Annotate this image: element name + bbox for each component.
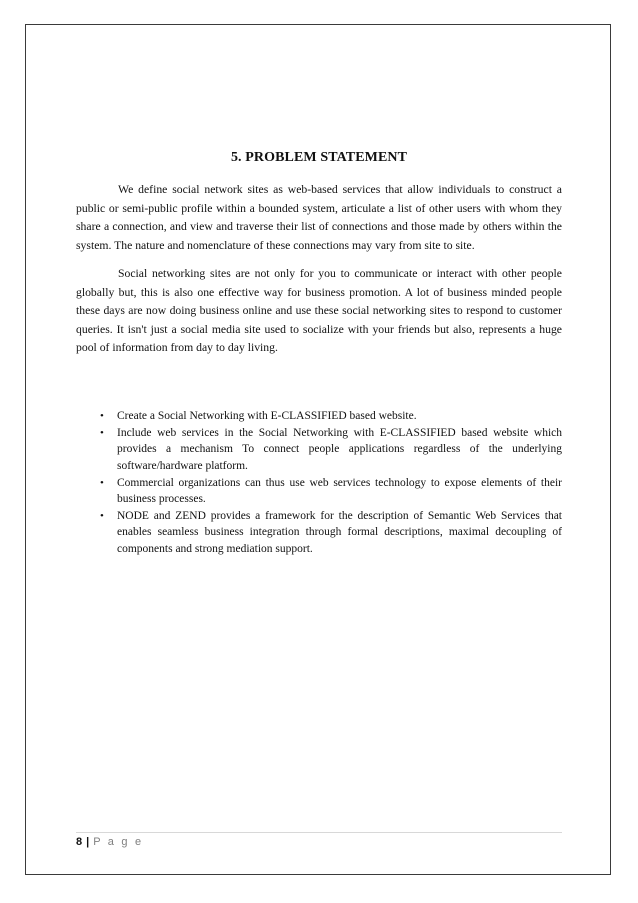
- bullet-icon: •: [100, 476, 104, 489]
- bullet-text: Include web services in the Social Networking with E-CLASSIFIED based website which provides a mechanism To connect people applications regardless of the underlying software/hardware platform.: [117, 427, 562, 472]
- bullet-item: [100, 508, 562, 557]
- paragraph-business: Social networking sites are not only for you to communicate or interact with other people globally but, this is also one effective way for business promotion. A lot of business minded people these days are now doing business online and use these social networking sites to respond to customer queries. It isn't just a social media site used to socialize with your friends but also, represents a huge pool of information from day to day living.: [76, 267, 562, 355]
- bullet-text: NODE and ZEND provides a framework for the description of Semantic Web Services that enables seamless business integration through formal descriptions, maximal decoupling of components and strong mediation support.: [117, 510, 562, 555]
- bullet-list: [100, 408, 562, 558]
- page-footer: [76, 836, 143, 848]
- paragraph-definition: We define social network sites as web-based services that allow individuals to construct a public or semi-public profile within a bounded system, articulate a list of other users with whom they share a connection, and view and traverse their list of connections and those made by others within the system. The nature and nomenclature of these connections may vary from site to site.: [76, 183, 562, 252]
- page-label: P a g e: [93, 836, 144, 848]
- bullet-icon: •: [100, 427, 104, 440]
- footer-separator: |: [86, 836, 90, 848]
- bullet-icon: •: [100, 510, 104, 523]
- footer-divider: [76, 832, 562, 833]
- bullet-text: Create a Social Networking with E-CLASSIFIED based website.: [117, 410, 417, 422]
- bullet-item: [100, 475, 562, 507]
- bullet-text: Commercial organizations can thus use web services technology to expose elements of their business processes.: [117, 476, 562, 506]
- bullet-item: [100, 408, 562, 424]
- page-number: 8: [76, 836, 83, 848]
- bullet-icon: •: [100, 410, 104, 422]
- section-title: 5. PROBLEM STATEMENT: [230, 150, 408, 165]
- bullet-item: [100, 425, 562, 474]
